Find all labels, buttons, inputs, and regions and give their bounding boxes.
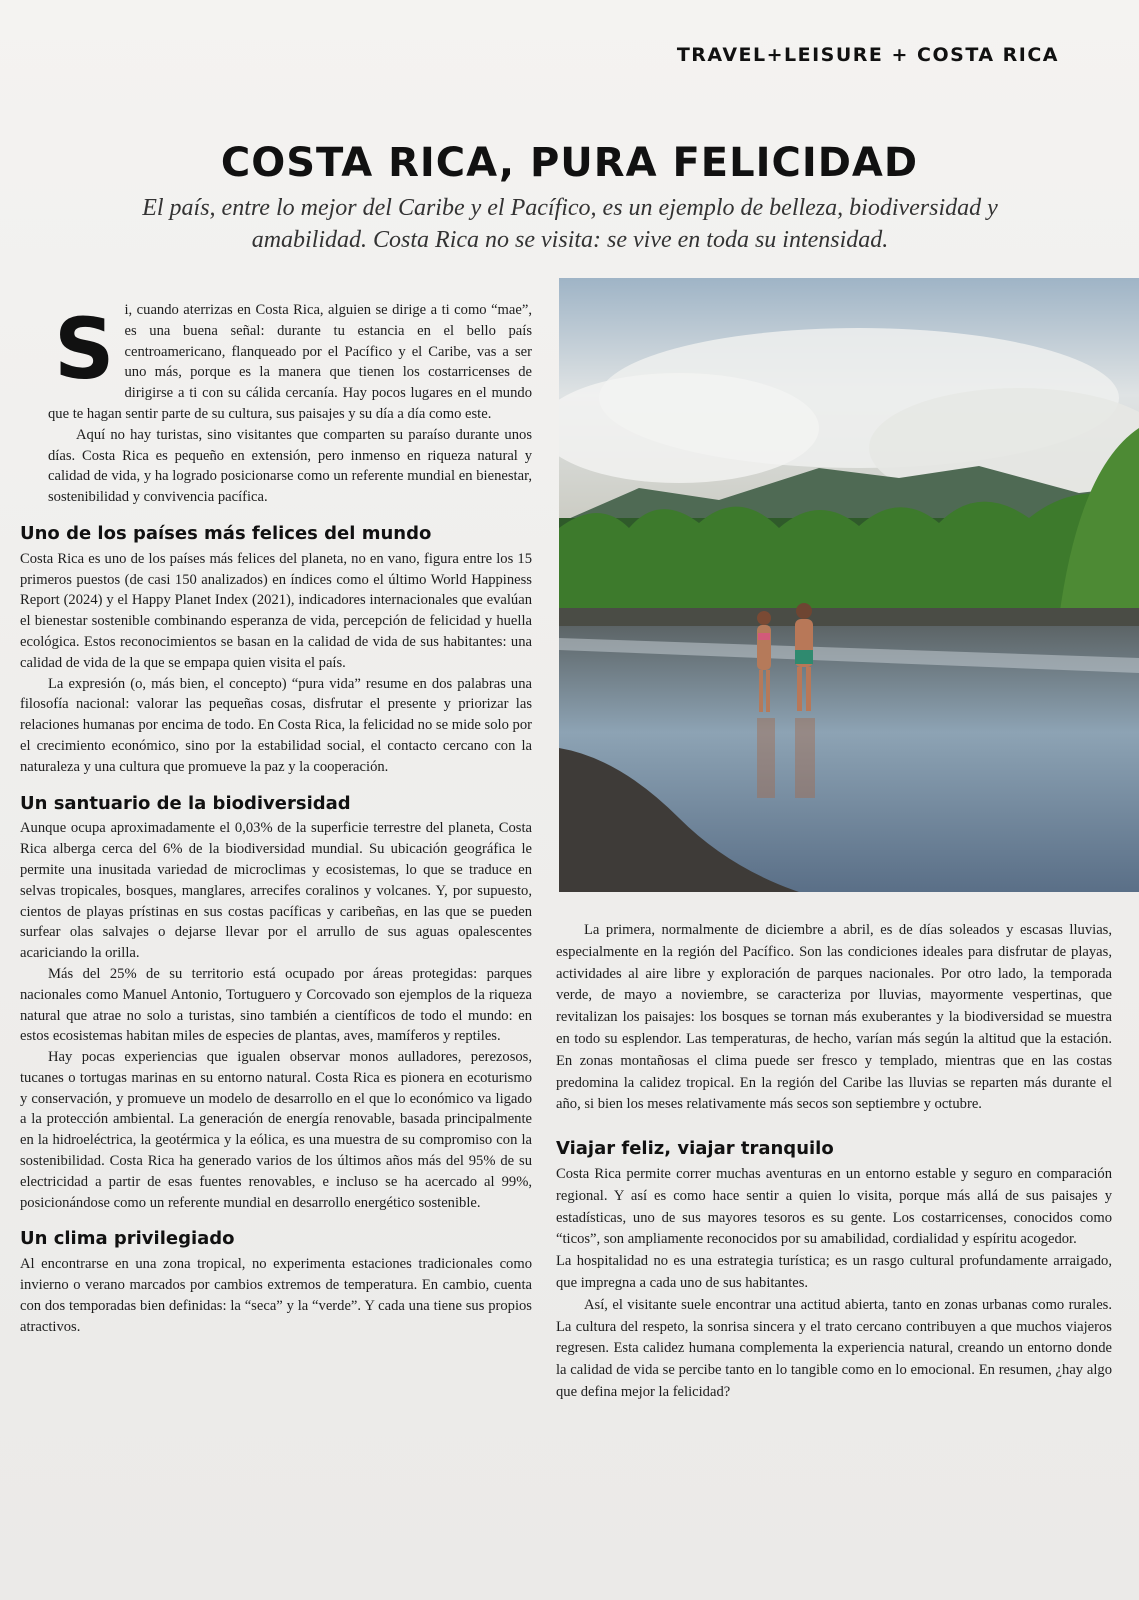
happiest-paragraph-2: La expresión (o, más bien, el concepto) “pura vida” resume en dos palabras una filosofía nacional: valorar las pequeñas cosas, disfrutar el presente y priorizar las relaciones humanas por encima de todo. En Costa Rica, la felicidad no se mide solo por el crecimiento económico, sino por la estabilidad social, el contacto cercano con la naturaleza y una cultura que promueve la paz y la cooperación. bbox=[20, 675, 532, 775]
left-column bbox=[20, 300, 532, 1337]
section-heading-biodiversity: Un santuario de la biodiversidad bbox=[20, 792, 351, 814]
biodiversity-paragraph-3: Hay pocas experiencias que igualen observar monos aulladores, perezosos, tucanes o tortugas marinas en su entorno natural. Costa Rica es pionera en ecoturismo y conservación, y promueve un modelo de desarrollo en el que lo económico va ligado a la protección ambiental. La generación de energía renovable, basada principalmente en la hidroeléctrica, la geotérmica y la eólica, es una muestra de su compromiso con la sostenibilidad. Costa Rica ha generado varios de los últimos años más del 95% de su electricidad a partir de esas fuentes renovables, e incluso se ha acercado al 99%, posicionándose como un referente mundial en desarrollo energético sostenible. bbox=[20, 1049, 532, 1211]
climate-paragraph-2: La primera, normalmente de diciembre a abril, es de días soleados y escasas lluvias, especialmente en la región del Pacífico. Son las condiciones ideales para disfrutar de playas, actividades al aire libre y exploración de parques nacionales. Por otro lado, la temporada verde, de mayo a noviembre, se caracteriza por lluvias, mayormente vespertinas, que revitalizan los paisajes: los bosques se tornan más exuberantes y la biodiversidad se muestra en todo su esplendor. Las temperaturas, de hecho, varían más según la altitud que la estación. En zonas montañosas el clima puede ser fresco y templado, mientras que en las costas predomina la calidez tropical. En la región del Caribe las lluvias se reparten más durante el año, si bien los meses relativamente más secos son septiembre y octubre. bbox=[556, 922, 1112, 1113]
climate-paragraph-1: Al encontrarse en una zona tropical, no experimenta estaciones tradicionales como invierno o verano marcados por cambios extremos de temperatura. En cambio, cuenta con dos temporadas bien definidas: la “seca” y la “verde”. Y cada una tiene sus propios atractivos. bbox=[20, 1256, 532, 1335]
section-heading-climate: Un clima privilegiado bbox=[20, 1228, 235, 1250]
happiest-paragraph-1: Costa Rica es uno de los países más felices del planeta, no en vano, figura entre los 15 primeros puestos (de casi 150 analizados) en índices como el último World Happiness Report (2024) y el Happy Planet Index (2021), indicadores internacionales que evalúan el bienestar sostenible combinando esperanza de vida, percepción de felicidad y huella ecológica. Estos reconocimientos se basan en la calidad de vida de sus habitantes: una calidad de vida de la que se empapa quien visita el país. bbox=[20, 550, 532, 671]
beach-couple-photo bbox=[559, 278, 1139, 892]
biodiversity-paragraph-2: Más del 25% de su territorio está ocupado por áreas protegidas: parques nacionales como Manuel Antonio, Tortuguero y Corcovado son ejemplos de la riqueza natural que atrae no solo a turistas, sino también a científicos de todo el mundo: en estos ecosistemas habitan miles de especies de plantas, aves, mamíferos y reptiles. bbox=[20, 965, 532, 1045]
intro-paragraph-1: i, cuando aterrizas en Costa Rica, alguien se dirige a ti como “mae”, es una buena señal: durante tu estancia en el bello país centroamericano, flanqueado por el Pacífico y el Caribe, vas a ser uno más, porque es la manera que tienen los costarricenses de dirigirse a ti con su cálida cercanía. Hay pocos lugares en el mundo que te hagan sentir parte de su cultura, sus paisajes y su día a día como este. bbox=[48, 302, 532, 422]
drop-cap: S bbox=[54, 300, 115, 398]
article-subtitle: El país, entre lo mejor del Caribe y el Pacífico, es un ejemplo de belleza, biodiversidad y amabilidad. Costa Rica no se visita: se vive en toda su intensidad. bbox=[142, 195, 998, 253]
photo-illustration bbox=[559, 278, 1139, 892]
travel-paragraph-1: Costa Rica permite correr muchas aventuras en un entorno estable y seguro en comparación regional. Y así es como hace sentir a quien lo visita, porque más allá de sus paisajes y estadísticas, uno de sus mayores tesoros es su gente. Los costarricenses, conocidos como “ticos”, son ampliamente reconocidos por su amabilidad, cordialidad y espíritu acogedor. bbox=[556, 1165, 1112, 1248]
article-title: COSTA RICA, PURA FELICIDAD bbox=[220, 140, 919, 186]
section-kicker: TRAVEL+LEISURE + COSTA RICA bbox=[676, 44, 1059, 66]
intro-paragraph-2: Aquí no hay turistas, sino visitantes que comparten su paraíso durante unos días. Costa Rica es pequeño en extensión, pero inmenso en riqueza natural y calidad de vida, y ha logrado posicionarse como un referente mundial en bienestar, sostenibilidad y convivencia pacífica. bbox=[48, 426, 532, 506]
travel-paragraph-3: Así, el visitante suele encontrar una actitud abierta, tanto en zonas urbanas como rurales. La cultura del respeto, la sonrisa sincera y el trato cercano contribuyen a que muchos viajeros regresen. Esta calidez humana complementa la experiencia natural, creando un entorno donde la calidad de vida se percibe tanto en lo tangible como en lo emocional. En resumen, ¿hay algo que defina mejor la felicidad? bbox=[556, 1296, 1112, 1400]
section-heading-happiest: Uno de los países más felices del mundo bbox=[20, 522, 432, 544]
travel-paragraph-2: La hospitalidad no es una estrategia turística; es un rasgo cultural profundamente arraigado, que impregna a cada uno de sus habitantes. bbox=[556, 1253, 1112, 1291]
section-heading-travel: Viajar feliz, viajar tranquilo bbox=[556, 1138, 834, 1160]
right-column bbox=[556, 920, 1112, 1404]
biodiversity-paragraph-1: Aunque ocupa aproximadamente el 0,03% de la superficie terrestre del planeta, Costa Rica alberga cerca del 6% de la biodiversidad mundial. Su ubicación geográfica le permite una inusitada variedad de microclimas y ecosistemas, lo que se traduce en selvas tropicales, bosques, manglares, arrecifes coralinos y volcanes. Y, por supuesto, cientos de playas prístinas en sus costas pacíficas y caribeñas, en las que se pueden surfear olas salvajes o dejarse llevar por el arrullo de sus aguas opalescentes acariciando la orilla. bbox=[20, 820, 532, 962]
intro bbox=[20, 300, 532, 508]
